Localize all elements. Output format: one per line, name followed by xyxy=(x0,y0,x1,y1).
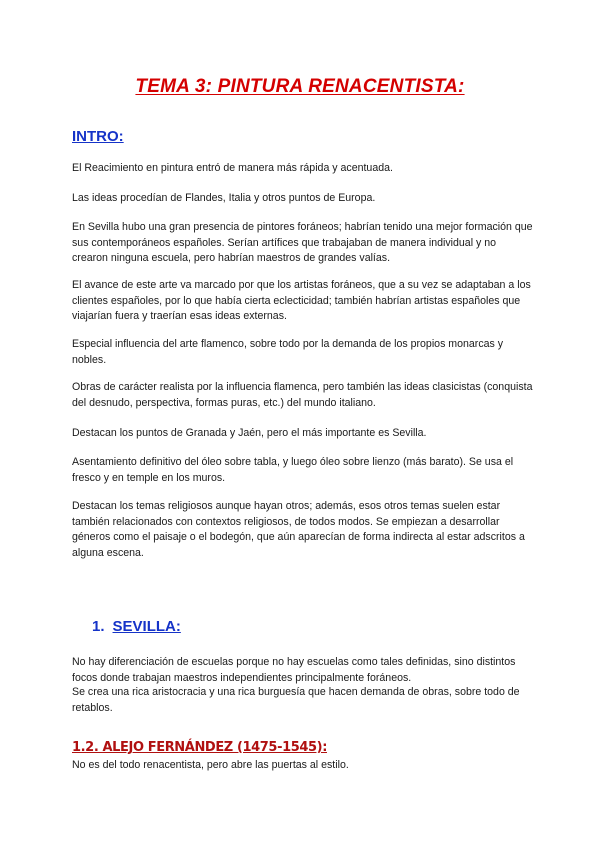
section-sevilla-heading xyxy=(92,618,181,635)
sevilla-paragraph-1: No hay diferenciación de escuelas porque no hay escuelas como tales definidas, sino distintos focos donde trabajan maestros independientes principalmente foráneos. xyxy=(72,656,516,684)
intro-paragraph-9: Destacan los temas religiosos aunque hayan otros; además, esos otros temas suelen estar también relacionados con contextos religiosos, de todos modos. Se empiezan a desarrollar géneros como el paisaje o el bodegón, que aún aparecían de forma indirecta al estar adscritos a alguna escena. xyxy=(72,500,525,559)
document-title: TEMA 3: PINTURA RENACENTISTA: xyxy=(135,76,465,97)
intro-paragraph-3: En Sevilla hubo una gran presencia de pintores foráneos; habrían tenido una mejor formación que sus contemporáneos españoles. Serían artífices que trabajaban de manera individual y no crearon ninguna escuela, pero habrían maestros de grandes valías. xyxy=(72,221,533,264)
intro-paragraph-2: Las ideas procedían de Flandes, Italia y otros puntos de Europa. xyxy=(72,192,376,204)
section-label: SEVILLA: xyxy=(112,618,181,635)
intro-paragraph-6: Obras de carácter realista por la influencia flamenca, pero también las ideas clasicistas (conquista del desnudo, perspectiva, formas puras, etc.) del mundo italiano. xyxy=(72,381,533,409)
intro-paragraph-1: El Reacimiento en pintura entró de manera más rápida y acentuada. xyxy=(72,162,393,174)
intro-paragraph-4: El avance de este arte va marcado por que los artistas foráneos, que a su vez se adaptaban a los clientes españoles, por lo que había cierta eclecticidad; también habrían artistas españoles que viajarían fuera y traerían esas ideas externas. xyxy=(72,279,531,322)
intro-heading: INTRO: xyxy=(72,128,124,145)
sevilla-paragraph-2: Se crea una rica aristocracia y una rica burguesía que hacen demanda de obras, sobre todo de retablos. xyxy=(72,686,520,714)
intro-paragraph-8: Asentamiento definitivo del óleo sobre tabla, y luego óleo sobre lienzo (más barato). Se usa el fresco y en temple en los muros. xyxy=(72,456,514,484)
section-number: 1. xyxy=(92,618,105,635)
subsection-alejo-heading: 1.2. ALEJO FERNÁNDEZ (1475-1545): xyxy=(72,740,327,755)
alejo-paragraph: No es del todo renacentista, pero abre las puertas al estilo. xyxy=(72,759,349,771)
intro-paragraph-5: Especial influencia del arte flamenco, sobre todo por la demanda de los propios monarcas y nobles. xyxy=(72,338,504,366)
intro-paragraph-7: Destacan los puntos de Granada y Jaén, pero el más importante es Sevilla. xyxy=(72,427,427,439)
